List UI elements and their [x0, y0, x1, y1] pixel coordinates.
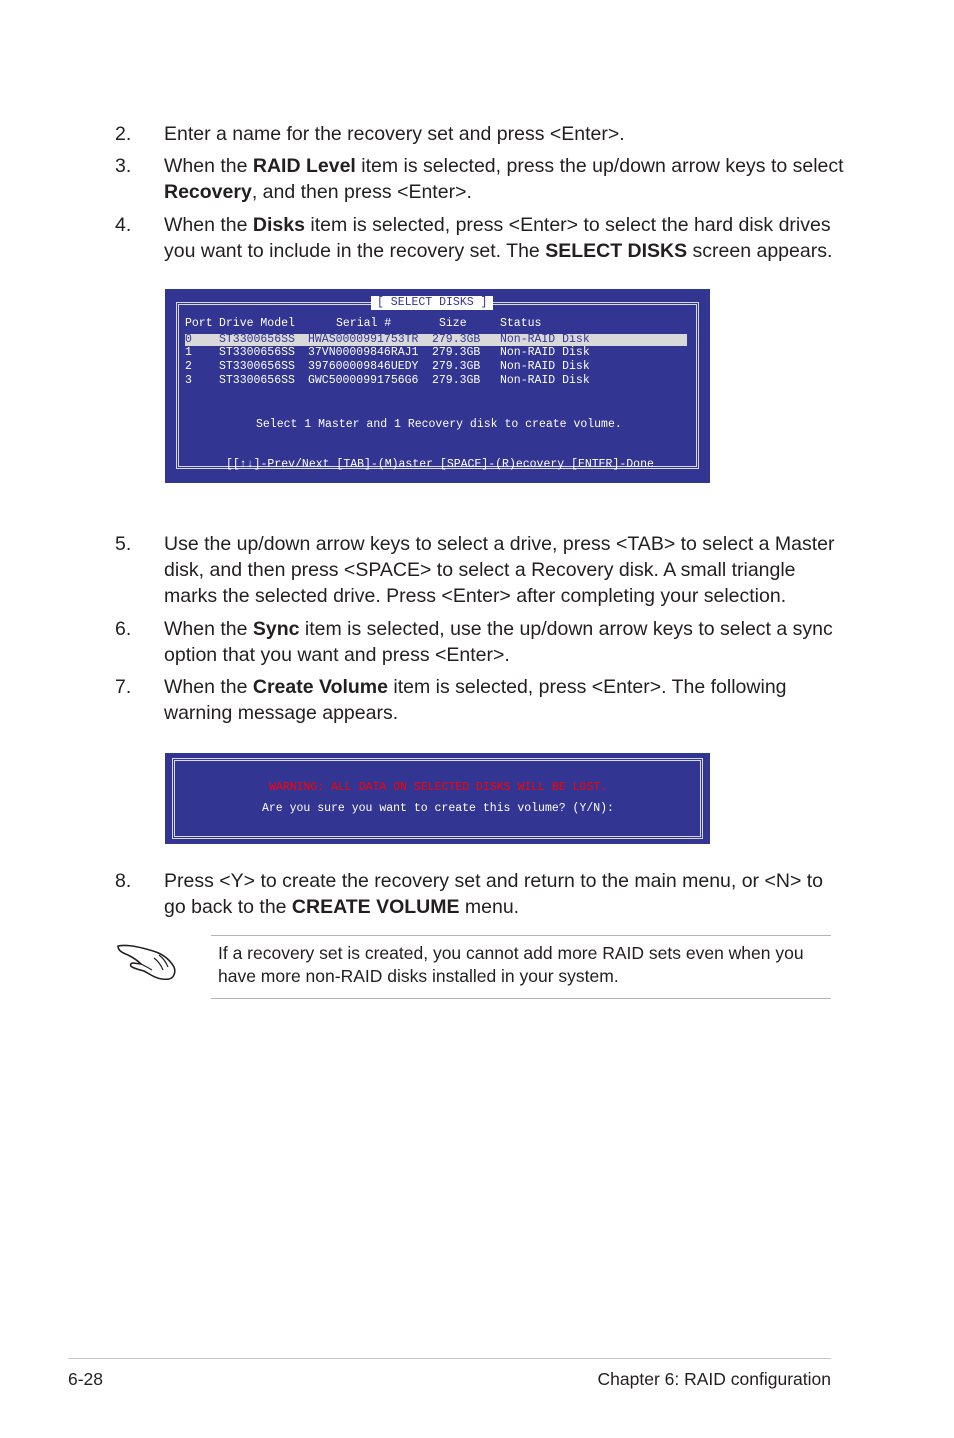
model-cell: ST3300656SS: [219, 333, 295, 346]
disk-rows: [185, 346, 690, 392]
pointing-hand-icon: [114, 934, 178, 984]
warning-message: WARNING: ALL DATA ON SELECTED DISKS WILL BE LOST.: [269, 781, 608, 794]
serial-cell: 37VN00009846RAJ1: [308, 346, 419, 359]
serial-cell: GWC50000991756G6: [308, 374, 419, 387]
size-cell: 279.3GB: [432, 333, 481, 346]
step-number: 6.: [115, 618, 132, 640]
table-row-selected[interactable]: [185, 334, 687, 346]
model-cell: ST3300656SS: [219, 374, 295, 387]
column-header-status: Status: [500, 317, 542, 330]
step-number: 2.: [115, 123, 132, 145]
step-text: When the Create Volume item is selected, press <Enter>. The following warning message appears.: [164, 676, 787, 724]
step-number: 5.: [115, 533, 132, 555]
serial-cell: HWAS0000991753TR: [308, 333, 419, 346]
serial-cell: 397600009846UEDY: [308, 360, 419, 373]
screen-title: [ SELECT DISKS ]: [371, 296, 493, 310]
step-number: 7.: [115, 676, 132, 698]
step-text: When the Sync item is selected, use the up/down arrow keys to select a sync option that you want and press <Enter>.: [164, 618, 833, 666]
model-cell: ST3300656SS: [219, 346, 295, 359]
step-text: Enter a name for the recovery set and press <Enter>.: [164, 123, 625, 145]
port-cell: 0: [185, 333, 192, 346]
instruction-text: Select 1 Master and 1 Recovery disk to create volume.: [256, 418, 622, 431]
port-cell: 3: [185, 374, 192, 387]
step-text: Use the up/down arrow keys to select a drive, press <TAB> to select a Master disk, and then press <SPACE> to select a Recovery disk. A small triangle marks the selected drive. Press <Enter> after completing your selection.: [164, 533, 835, 607]
step-text: When the Disks item is selected, press <Enter> to select the hard disk drives you want to include in the recovery set. The SELECT DISKS screen appears.: [164, 214, 833, 262]
port-cell: 2: [185, 360, 192, 373]
model-cell: ST3300656SS: [219, 360, 295, 373]
column-header-model: Drive Model: [219, 317, 295, 330]
page-number: 6-28: [68, 1369, 104, 1389]
screen-messages: [165, 410, 710, 475]
size-cell: 279.3GB: [432, 346, 481, 359]
footer-divider: [68, 1358, 831, 1359]
chapter-title: Chapter 6: RAID configuration: [597, 1369, 831, 1389]
column-header-port: Port: [185, 317, 213, 330]
size-cell: 279.3GB: [432, 360, 481, 373]
status-cell: Non-RAID Disk: [500, 333, 590, 346]
step-text: Press <Y> to create the recovery set and return to the main menu, or <N> to go back to the CREATE VOLUME menu.: [164, 870, 824, 918]
port-cell: 1: [185, 346, 192, 359]
step-number: 8.: [115, 870, 132, 892]
warning-dialog: [165, 753, 710, 844]
confirm-prompt: Are you sure you want to create this volume? (Y/N):: [262, 802, 614, 815]
step-number: 3.: [115, 155, 132, 177]
note-box: [211, 935, 831, 999]
column-header-size: Size: [439, 317, 467, 330]
status-cell: Non-RAID Disk: [500, 374, 590, 387]
note-text: If a recovery set is created, you cannot add more RAID sets even when you have more non-RAID disks installed in your system.: [218, 943, 804, 986]
status-cell: Non-RAID Disk: [500, 360, 590, 373]
step-text: When the RAID Level item is selected, press the up/down arrow keys to select Recovery, and then press <Enter>.: [164, 155, 844, 203]
status-cell: Non-RAID Disk: [500, 346, 590, 359]
column-header-serial: Serial #: [336, 317, 392, 330]
step-number: 4.: [115, 214, 132, 236]
dialog-border: [172, 758, 703, 839]
help-text: [[↑↓]-Prev/Next [TAB]-(M)aster [SPACE]-(R)ecovery [ENTER]-Done: [226, 458, 654, 471]
size-cell: 279.3GB: [432, 374, 481, 387]
